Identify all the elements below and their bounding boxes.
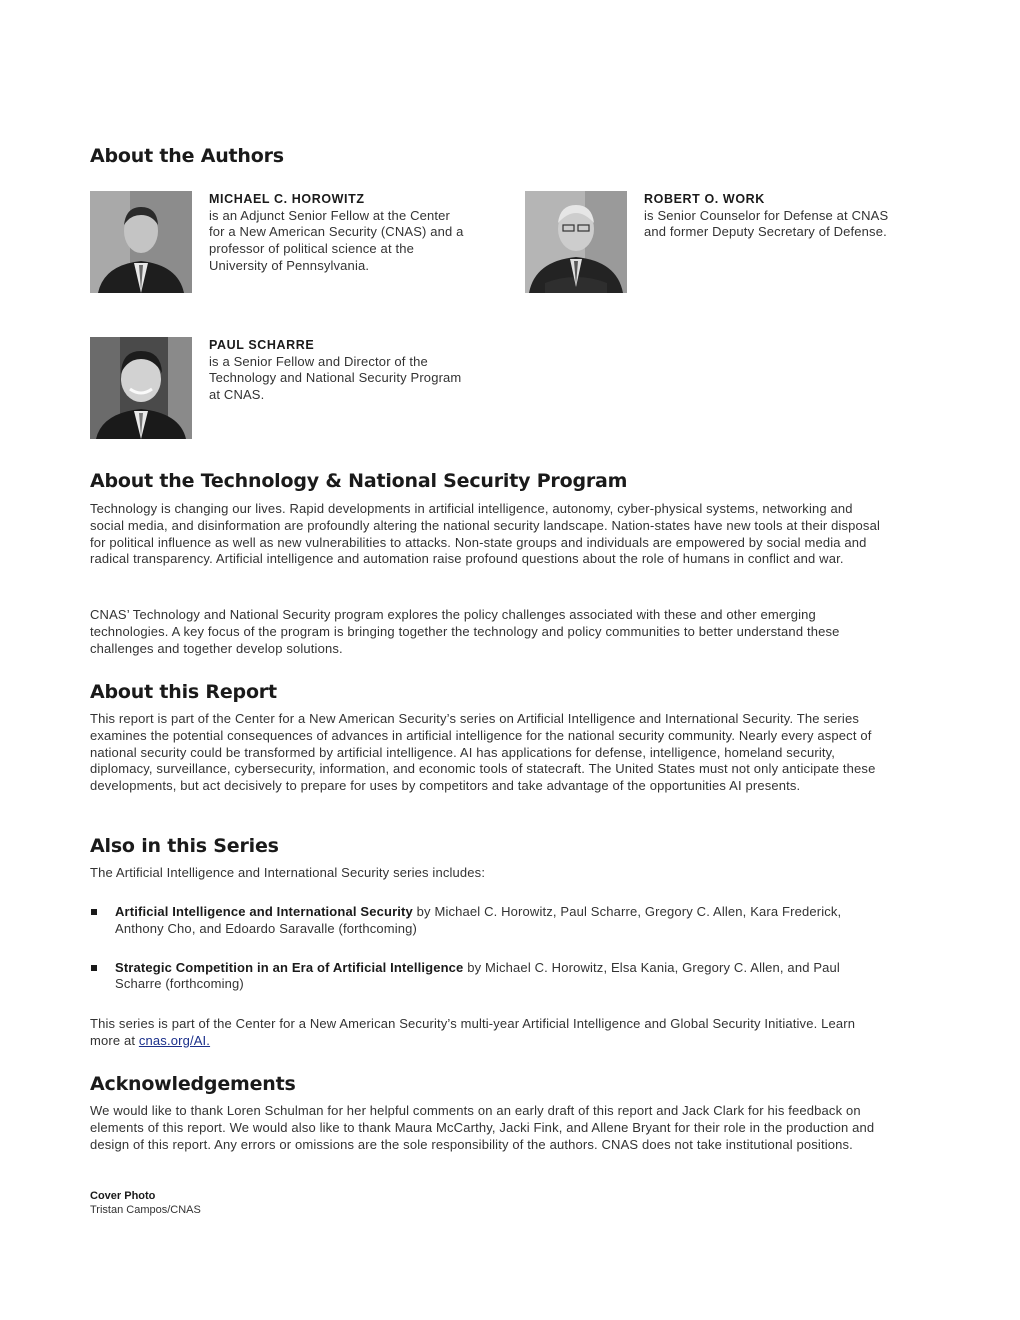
authors-heading: About the Authors: [90, 145, 284, 167]
author-photo-horowitz: [90, 191, 192, 293]
series-item: [90, 904, 870, 938]
author-photo-work: [525, 191, 627, 293]
cnas-ai-link[interactable]: cnas.org/AI.: [138, 1032, 211, 1048]
ack-paragraph: We would like to thank Loren Schulman for her helpful comments on an early draft of this report and Jack Clark for his feedback on elements of this report. We would also like to thank Maura McCarthy, Jacki Fink, and Allene Bryant for their role in the production and design of this report. Any errors or omissions are the sole responsibility of the authors. CNAS does not take institutional positions.: [90, 1103, 875, 1152]
series-list: [90, 904, 870, 993]
series-outro-text: This series is part of the Center for a New American Security’s multi-year Artificial Intelligence and Global Security Initiative. Learn more at: [90, 1016, 856, 1048]
author-name: MICHAEL C. HOROWITZ: [209, 192, 365, 206]
report-paragraph: This report is part of the Center for a New American Security’s series on Artificial Intelligence and International Security. The series examines the potential consequences of advances in artificial intelligence for the national security community. Nearly every aspect of national security could be transformed by artificial intelligence. AI has applications for defense, intelligence, homeland security, diplomacy, surveillance, cybersecurity, information, and economic tools of statecraft. The United States must not only anticipate these developments, but act decisively to prepare for uses by competitors and take advantage of the opportunities AI presents.: [90, 711, 876, 794]
program-heading: About the Technology & National Security Program: [90, 470, 628, 492]
report-heading: About this Report: [90, 681, 277, 703]
cover-photo-credit: Tristan Campos/CNAS: [90, 1204, 201, 1216]
author-work: [525, 191, 905, 295]
series-item: [90, 960, 870, 994]
author-bio: is Senior Counselor for Defense at CNAS and former Deputy Secretary of Defense.: [644, 207, 889, 240]
author-horowitz: [90, 191, 470, 295]
series-item-title: Strategic Competition in an Era of Artificial Intelligence: [115, 959, 464, 975]
author-name: ROBERT O. WORK: [644, 192, 765, 206]
program-paragraph-2: CNAS’ Technology and National Security program explores the policy challenges associated with these and other emerging technologies. A key focus of the program is bringing together the technology and policy communities to better understand these challenges and together develop solutions.: [90, 607, 840, 656]
author-name: PAUL SCHARRE: [209, 338, 315, 352]
series-item-title: Artificial Intelligence and International Security: [115, 904, 413, 919]
program-paragraph-1: Technology is changing our lives. Rapid developments in artificial intelligence, autonomy, cyber-physical systems, networking and social media, and disinformation are profoundly altering the national security landscape. Nation-states have new tools at their disposal for political influence as well as new vulnerabilities to attacks. Non-state groups and individuals are empowered by social media and radical transparency. Artificial intelligence and automation raise profound questions about the role of humans in conflict and war.: [90, 501, 881, 567]
ack-heading: Acknowledgements: [90, 1073, 296, 1095]
bullet-icon: [91, 909, 97, 915]
series-heading: Also in this Series: [90, 835, 279, 857]
series-intro: The Artificial Intelligence and International Security series includes:: [90, 865, 486, 880]
bullet-icon: [91, 965, 97, 971]
series-outro: [90, 1016, 880, 1050]
series-item-authors: by Michael C. Horowitz, Paul Scharre, Gregory C. Allen, Kara Frederick, Anthony Cho, and Edoardo Saravalle (forthcoming): [115, 904, 842, 936]
author-bio: is a Senior Fellow and Director of the Technology and National Security Program at CNAS.: [209, 353, 462, 403]
series-item-authors: by Michael C. Horowitz, Elsa Kania, Gregory C. Allen, and Paul Scharre (forthcoming): [115, 959, 840, 992]
author-bio: is an Adjunct Senior Fellow at the Center for a New American Security (CNAS) and a professor of political science at the University of Pennsylvania.: [209, 207, 464, 273]
cover-photo-label: Cover Photo: [90, 1190, 156, 1202]
author-photo-scharre: [90, 337, 192, 439]
author-scharre: [90, 337, 470, 441]
